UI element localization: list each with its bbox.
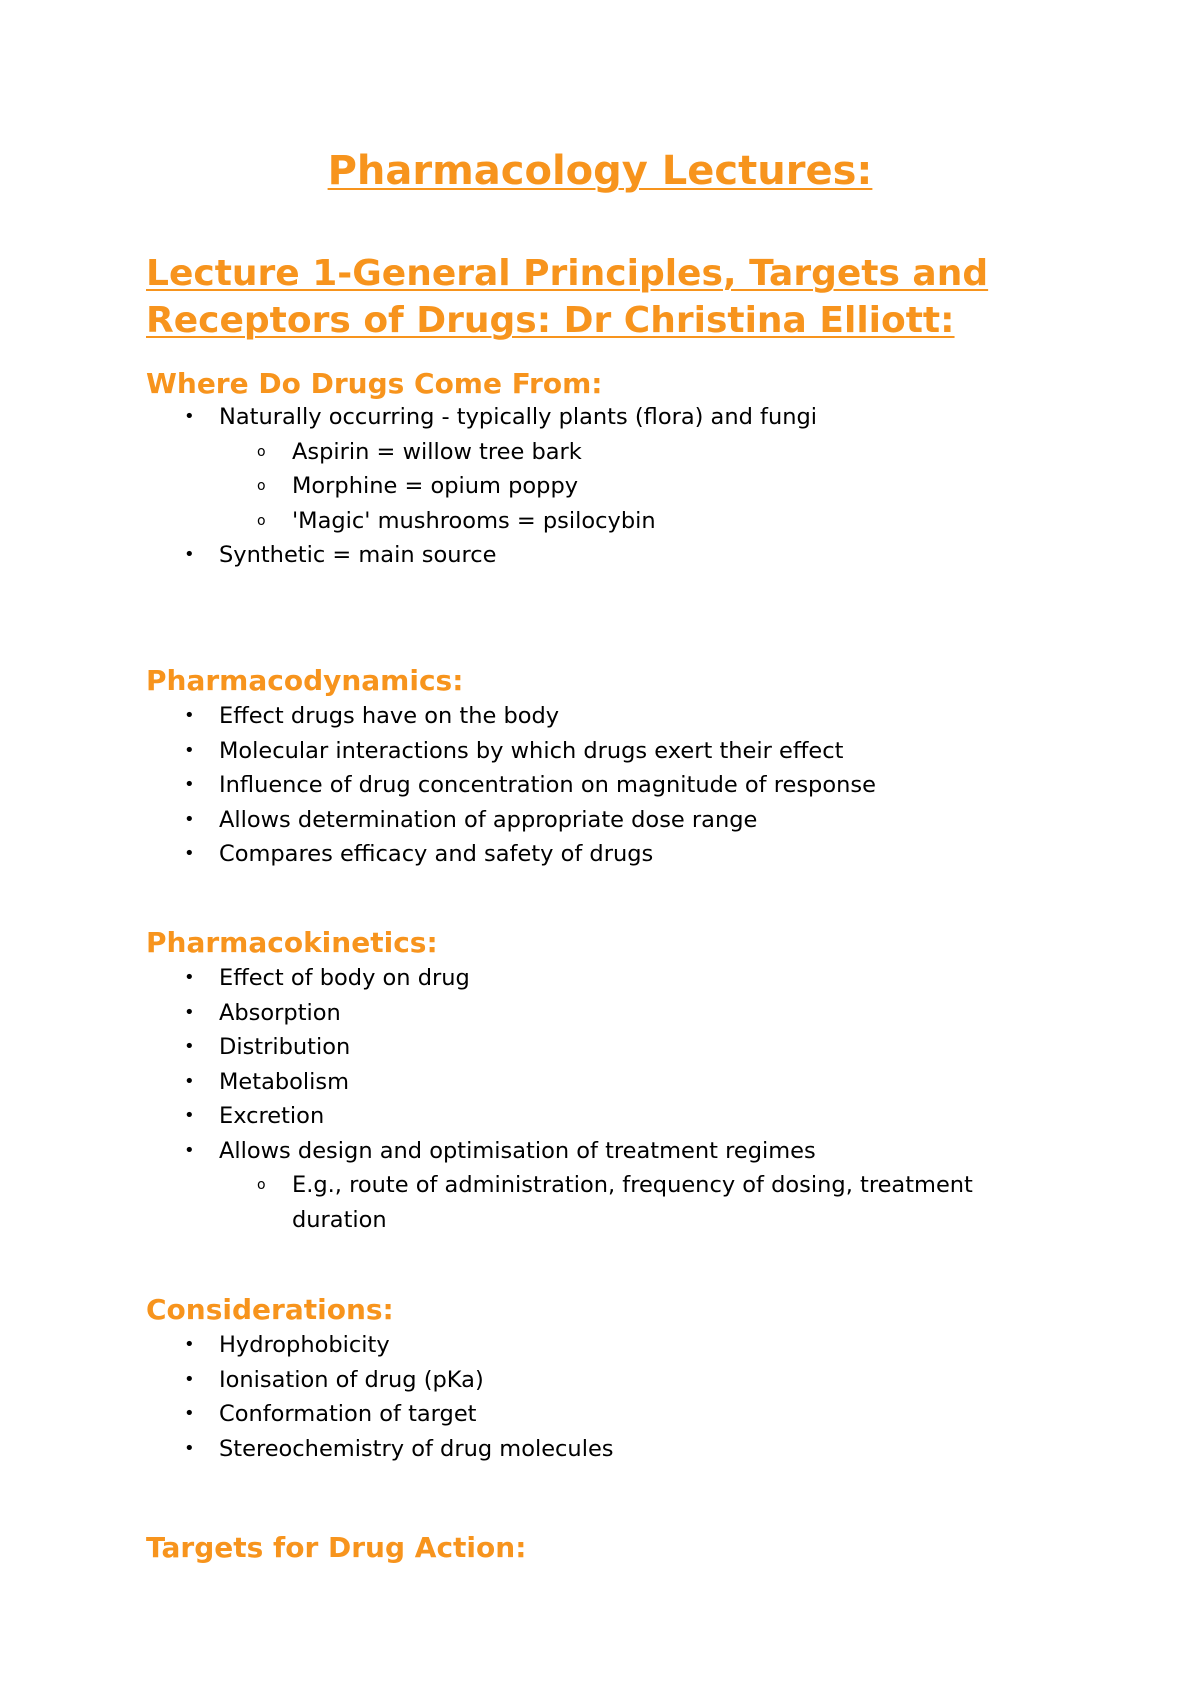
hollow-bullet-icon: o	[257, 1177, 266, 1193]
list-item	[146, 400, 1046, 435]
bullet-icon: •	[184, 705, 195, 726]
bullet-icon: •	[184, 1001, 195, 1023]
bullet-icon: •	[184, 406, 195, 427]
list-item-text: Absorption	[219, 999, 341, 1026]
bullet-icon: •	[184, 808, 195, 830]
list-item	[146, 1328, 1046, 1363]
list-item	[146, 1397, 1046, 1432]
document-title: Pharmacology Lectures:	[327, 148, 873, 194]
list-item-text: E.g., route of administration, frequency of dosing, treatment duration	[292, 1172, 973, 1233]
section-list-pharmacodynamics	[146, 699, 1046, 872]
list-item	[146, 1030, 1046, 1065]
list-item	[146, 1065, 1046, 1100]
list-item	[146, 837, 1046, 872]
hollow-bullet-icon: o	[257, 478, 266, 494]
bullet-icon: •	[184, 967, 195, 988]
list-item-text: Distribution	[219, 1034, 351, 1060]
hollow-bullet-icon: o	[257, 512, 266, 529]
bullet-icon: •	[184, 1334, 195, 1355]
list-item	[146, 1134, 1046, 1169]
hollow-bullet-icon: o	[257, 443, 266, 460]
list-item	[146, 538, 1046, 573]
bullet-icon: •	[184, 544, 195, 565]
list-item	[146, 996, 1046, 1031]
list-item	[146, 961, 1046, 996]
list-item-text: Effect drugs have on the body	[219, 703, 560, 729]
section-heading-targets: Targets for Drug Action:	[146, 1531, 527, 1564]
list-item-text: Ionisation of drug (pKa)	[219, 1366, 484, 1393]
list-item-text: Synthetic = main source	[219, 542, 497, 568]
list-item-text: Allows determination of appropriate dose range	[219, 806, 758, 833]
lecture-title: Lecture 1-General Principles, Targets and Receptors of Drugs: Dr Christina Elliott:	[146, 253, 989, 341]
list-item	[146, 504, 1046, 539]
bullet-icon: •	[184, 843, 195, 864]
list-item	[146, 699, 1046, 734]
list-item-text: Influence of drug concentration on magnitude of response	[219, 772, 876, 798]
bullet-icon: •	[184, 1368, 195, 1390]
list-item	[146, 1168, 1046, 1237]
list-item	[146, 435, 1046, 470]
section-list-pharmacokinetics	[146, 961, 1046, 1237]
section-list-considerations	[146, 1328, 1046, 1466]
list-item-text: Metabolism	[219, 1068, 350, 1095]
list-item-text: Hydrophobicity	[219, 1332, 390, 1358]
section-heading-considerations: Considerations:	[146, 1293, 394, 1326]
list-item-text: Compares efficacy and safety of drugs	[219, 841, 654, 867]
list-item	[146, 1363, 1046, 1398]
list-item-text: Effect of body on drug	[219, 965, 470, 991]
bullet-icon: •	[184, 1437, 195, 1459]
section-heading-pharmacodynamics: Pharmacodynamics:	[146, 664, 464, 697]
list-item	[146, 469, 1046, 504]
section-heading-sources: Where Do Drugs Come From:	[146, 367, 603, 400]
section-list-sources	[146, 400, 1046, 573]
list-item-text: Aspirin = willow tree bark	[292, 438, 582, 465]
list-item-text: Morphine = opium poppy	[292, 473, 579, 499]
bullet-icon: •	[184, 1139, 195, 1161]
bullet-icon: •	[184, 739, 195, 761]
list-item	[146, 1432, 1046, 1467]
list-item-text: Conformation of target	[219, 1401, 477, 1427]
bullet-icon: •	[184, 774, 195, 795]
bullet-icon: •	[184, 1403, 195, 1424]
list-item-text: Naturally occurring - typically plants (flora) and fungi	[219, 404, 818, 430]
section-heading-pharmacokinetics: Pharmacokinetics:	[146, 926, 438, 959]
bullet-icon: •	[184, 1070, 195, 1092]
list-item-text: Stereochemistry of drug molecules	[219, 1435, 614, 1462]
list-item	[146, 803, 1046, 838]
bullet-icon: •	[184, 1036, 195, 1057]
list-item-text: 'Magic' mushrooms = psilocybin	[292, 507, 656, 534]
list-item-text: Allows design and optimisation of treatment regimes	[219, 1137, 816, 1164]
bullet-icon: •	[184, 1105, 195, 1126]
list-item	[146, 1099, 1046, 1134]
list-item-text: Excretion	[219, 1103, 325, 1129]
list-item	[146, 734, 1046, 769]
list-item	[146, 768, 1046, 803]
list-item-text: Molecular interactions by which drugs exert their effect	[219, 737, 844, 764]
